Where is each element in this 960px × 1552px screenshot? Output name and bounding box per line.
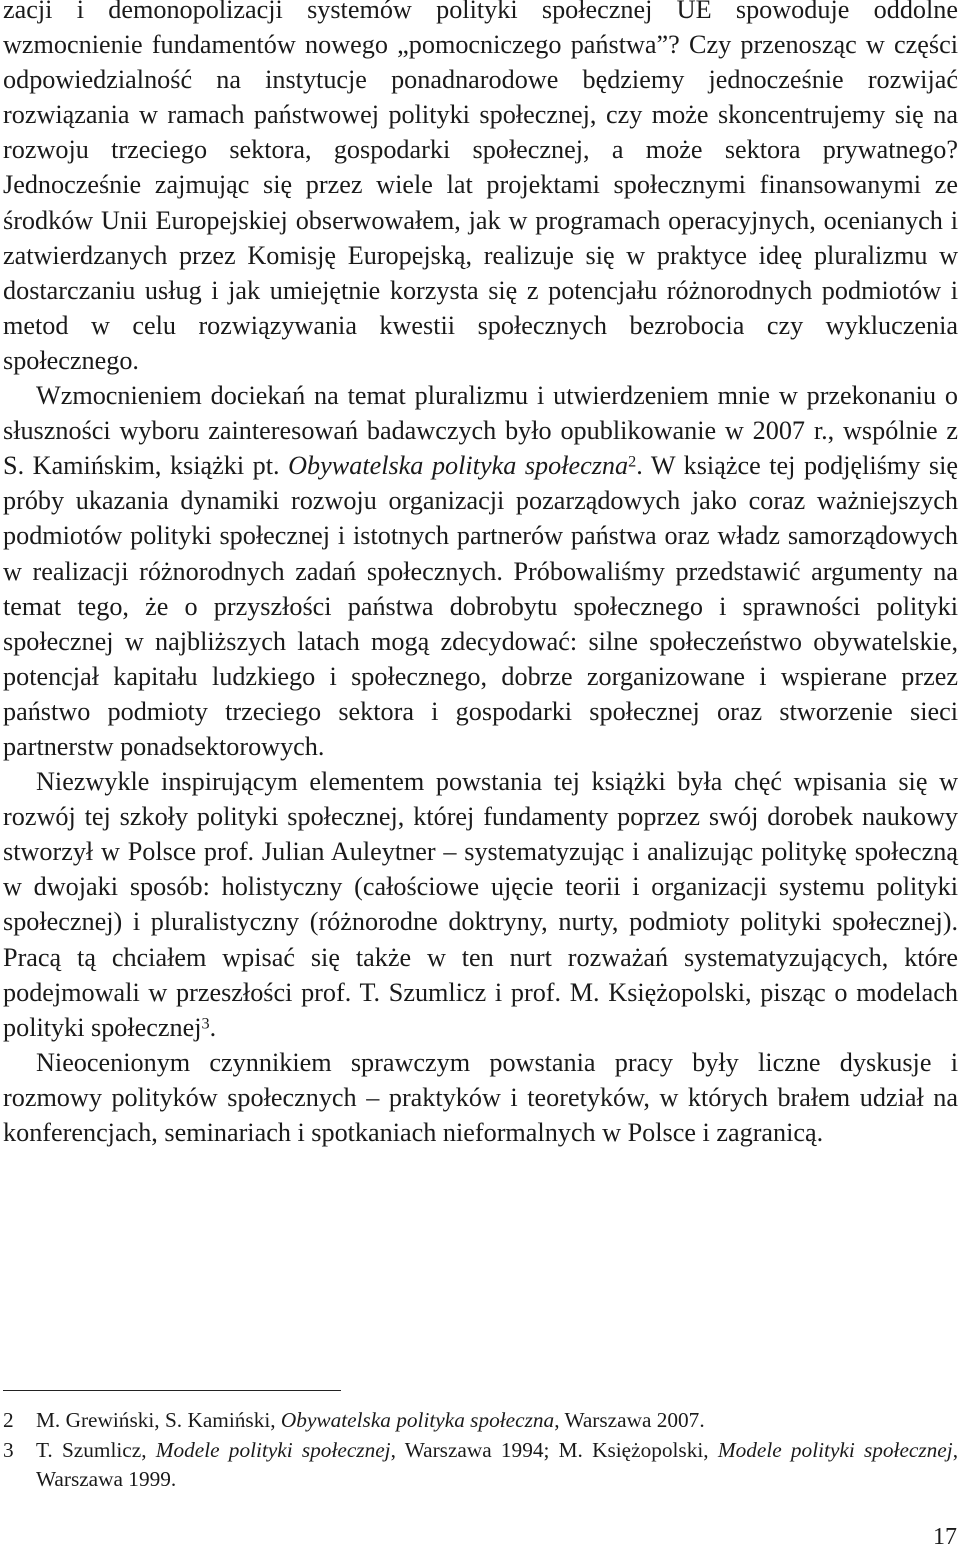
text-run: T. Szumlicz, xyxy=(36,1437,156,1462)
text-run: Wzmocnieniem dociekań na temat pluralizmu i utwierdzeniem mnie w przekonaniu o słuszności wyboru zainteresowań badawczych było opublikowanie w 2007 r., wspólnie z S. Kamińskim, książki pt. xyxy=(3,381,958,481)
paragraph-pluralism-book xyxy=(3,378,958,764)
text-run: zacji i demonopolizacji systemów polityki społecznej UE spowoduje oddolne wzmocnienie fundamentów nowego „pomocniczego państwa”? Czy przenosząc w części odpowiedzialność na instytucje ponadnarodowe będziemy jednocześnie rozwijać rozwiązania w ramach państwowej polityki społecznej, czy może skoncentrujemy się na rozwoju trzeciego sektora, gospodarki społecznej, a może sektora prywatnego? Jednocześnie zajmując się przez wiele lat projektami społecznymi finansowanymi ze środków Unii Europejskiej obserwowałem, jak w programach operacyjnych, ocenianych i zatwierdzanych przez Komisję Europejską, realizuje się w praktyce ideę pluralizmu w dostarczaniu usług i jak umiejętnie korzysta się z potencjału różnorodnych podmiotów i metod w celu rozwiązywania kwestii społecznych bezrobocia czy wykluczenia społecznego. xyxy=(3,0,958,375)
italic-title: Modele polityki społecznej xyxy=(717,1437,953,1462)
text-run: , Warszawa 1994; M. Księżopolski, xyxy=(390,1437,718,1462)
paragraph-inspiration xyxy=(3,764,958,1045)
footnote-separator xyxy=(3,1390,341,1391)
text-run: Nieocenionym czynnikiem sprawczym powstania pracy były liczne dyskusje i rozmowy polityków społecznych – praktyków i teoretyków, w których brałem udział na konferencjach, seminariach i spotkaniach nieformalnych w Polsce i zagranicą. xyxy=(3,1047,958,1147)
footnote-text xyxy=(36,1438,958,1492)
body-text xyxy=(3,0,958,1150)
italic-title: Modele polityki społecznej xyxy=(155,1437,391,1462)
footnote-reference: 3 xyxy=(201,1014,210,1033)
text-run: . W książce tej podjęliśmy się próby ukazania dynamiki rozwoju organizacji pozarządowych jako coraz ważniejszych podmiotów polityki społecznej i istotnych partnerów państwa oraz władz samorządowych w realizacji różnorodnych zadań społecznych. Próbowaliśmy przedstawić argumenty na temat tego, że o przyszłości państwa dobrobytu społecznego i sprawności polityki społecznej w najbliższych latach mogą zdecydować: silne społeczeństwo obywatelskie, potencjał kapitału ludzkiego i społecznego, dobrze zorganizowane i wspierane przez państwo podmioty trzeciego sektora i gospodarki społecznej oraz stworzenie sieci partnerstw ponadsektorowych. xyxy=(3,451,958,761)
text-run: , Warszawa 1999. xyxy=(36,1437,959,1491)
footnote-number: 2 xyxy=(3,1408,14,1432)
footnotes xyxy=(3,1406,958,1495)
italic-title: Obywatelska polityka społeczna xyxy=(280,1408,555,1432)
page-number: 17 xyxy=(933,1524,957,1550)
text-run: M. Grewiński, S. Kamiński, xyxy=(36,1408,281,1432)
paragraph-continuation xyxy=(3,0,958,378)
footnote-3 xyxy=(3,1436,958,1495)
italic-title: Obywatelska polityka społeczna xyxy=(288,451,629,481)
footnote-2 xyxy=(3,1406,958,1436)
footnote-text xyxy=(36,1408,705,1432)
footnote-number: 3 xyxy=(3,1437,14,1462)
text-run: . xyxy=(209,1012,217,1042)
text-run: , Warszawa 2007. xyxy=(554,1408,705,1432)
footnote-reference: 2 xyxy=(628,452,637,471)
paragraph-discussions xyxy=(3,1045,958,1150)
text-run: Niezwykle inspirującym elementem powstania tej książki była chęć wpisania się w rozwój tej szkoły polityki społecznej, której fundamenty poprzez swój dorobek naukowy stworzył w Polsce prof. Julian Auleytner – systematyzując i analizując politykę społeczną w dwojaki sposób: holistyczny (całościowe ujęcie teorii i organizacji systemu polityki społecznej) i pluralistyczny (różnorodne doktryny, nurty, podmioty polityki społecznej). Pracą tą chciałem wpisać się także w ten nurt rozważań systematyzujących, które podejmowali w przeszłości prof. T. Szumlicz i prof. M. Księżopolski, pisząc o modelach polityki społecznej xyxy=(3,767,958,1042)
